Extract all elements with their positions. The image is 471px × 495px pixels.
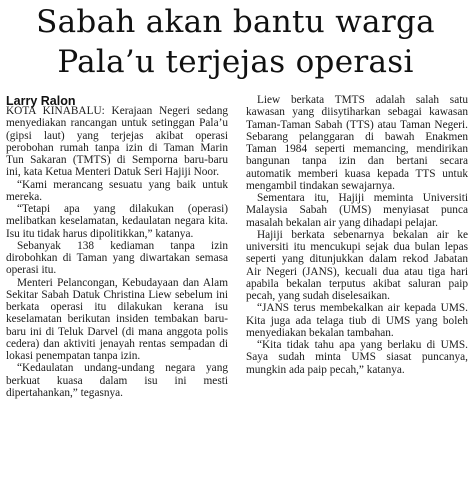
paragraph: “Kita tidak tahu apa yang berlaku di UMS. Saya sudah minta UMS siasat puncanya, mungkin ada paip pecah,” katanya. — [246, 339, 468, 376]
headline-line-1: Sabah akan bantu warga — [36, 4, 435, 40]
paragraph: “JANS terus membekalkan air kepada UMS. Kita juga ada telaga tiub di UMS yang boleh menyediakan bekalan tambahan. — [246, 302, 468, 339]
paragraph: KOTA KINABALU: Kerajaan Negeri sedang menyediakan rancangan untuk setinggan Pala’u (gipsi laut) yang terjejas akibat operasi perobohan rumah tanpa izin di Taman Marin Tun Sakaran (TMTS) di Semporna baru-baru ini, kata Ketua Menteri Datuk Seri Hajiji Noor. — [6, 105, 228, 179]
paragraph: Liew berkata TMTS adalah salah satu kawasan yang diisytiharkan sebagai kawasan Taman-Taman Sabah (TTS) atau Taman Negeri. Sebarang pelanggaran di bawah Enakmen Taman 1984 seperti memancing, mendirikan bangunan tanpa izin dan bertani secara automatik memberi kuasa kepada TTS untuk mengambil tindakan sewajarnya. — [246, 94, 468, 192]
paragraph: Hajiji berkata sebenarnya bekalan air ke universiti itu mencukupi sejak dua bulan lepas seperti yang ditunjukkan dalam rekod Jabatan Air Negeri (JANS), kecuali dua atau tiga hari apabila bekalan terputus akibat saluran paip pecah, yang sudah diselesaikan. — [246, 228, 468, 302]
article-column-right — [246, 94, 468, 376]
paragraph: Menteri Pelancongan, Kebudayaan dan Alam Sekitar Sabah Datuk Christina Liew sebelum ini berkata operasi itu dilakukan kerana isu keselamatan berikutan insiden tembakan baru-baru ini di Teluk Darvel (di mana anggota polis cedera) dan aktiviti jenayah rentas sempadan di lokasi penempatan tanpa izin. — [6, 276, 228, 362]
byline: Larry Ralon — [6, 94, 76, 108]
paragraph: “Kedaulatan undang-undang negara yang berkuat kuasa dalam isu ini mesti dipertahankan,” tegasnya. — [6, 362, 228, 399]
article-column-left — [6, 105, 228, 399]
headline-line-2: Pala’u terjejas operasi — [57, 44, 414, 80]
headline — [0, 2, 471, 82]
paragraph: “Tetapi apa yang dilakukan (operasi) melibatkan keselamatan, kedaulatan negara kita. Isu itu tidak harus dipolitikkan,” katanya. — [6, 203, 228, 240]
paragraph: Sebanyak 138 kediaman tanpa izin dirobohkan di Taman yang diwartakan semasa operasi itu. — [6, 239, 228, 277]
paragraph: “Kami merancang sesuatu yang baik untuk mereka. — [6, 178, 228, 203]
paragraph: Sementara itu, Hajiji meminta Universiti Malaysia Sabah (UMS) menyiasat punca masalah bekalan air yang dihadapi pelajar. — [246, 192, 468, 229]
